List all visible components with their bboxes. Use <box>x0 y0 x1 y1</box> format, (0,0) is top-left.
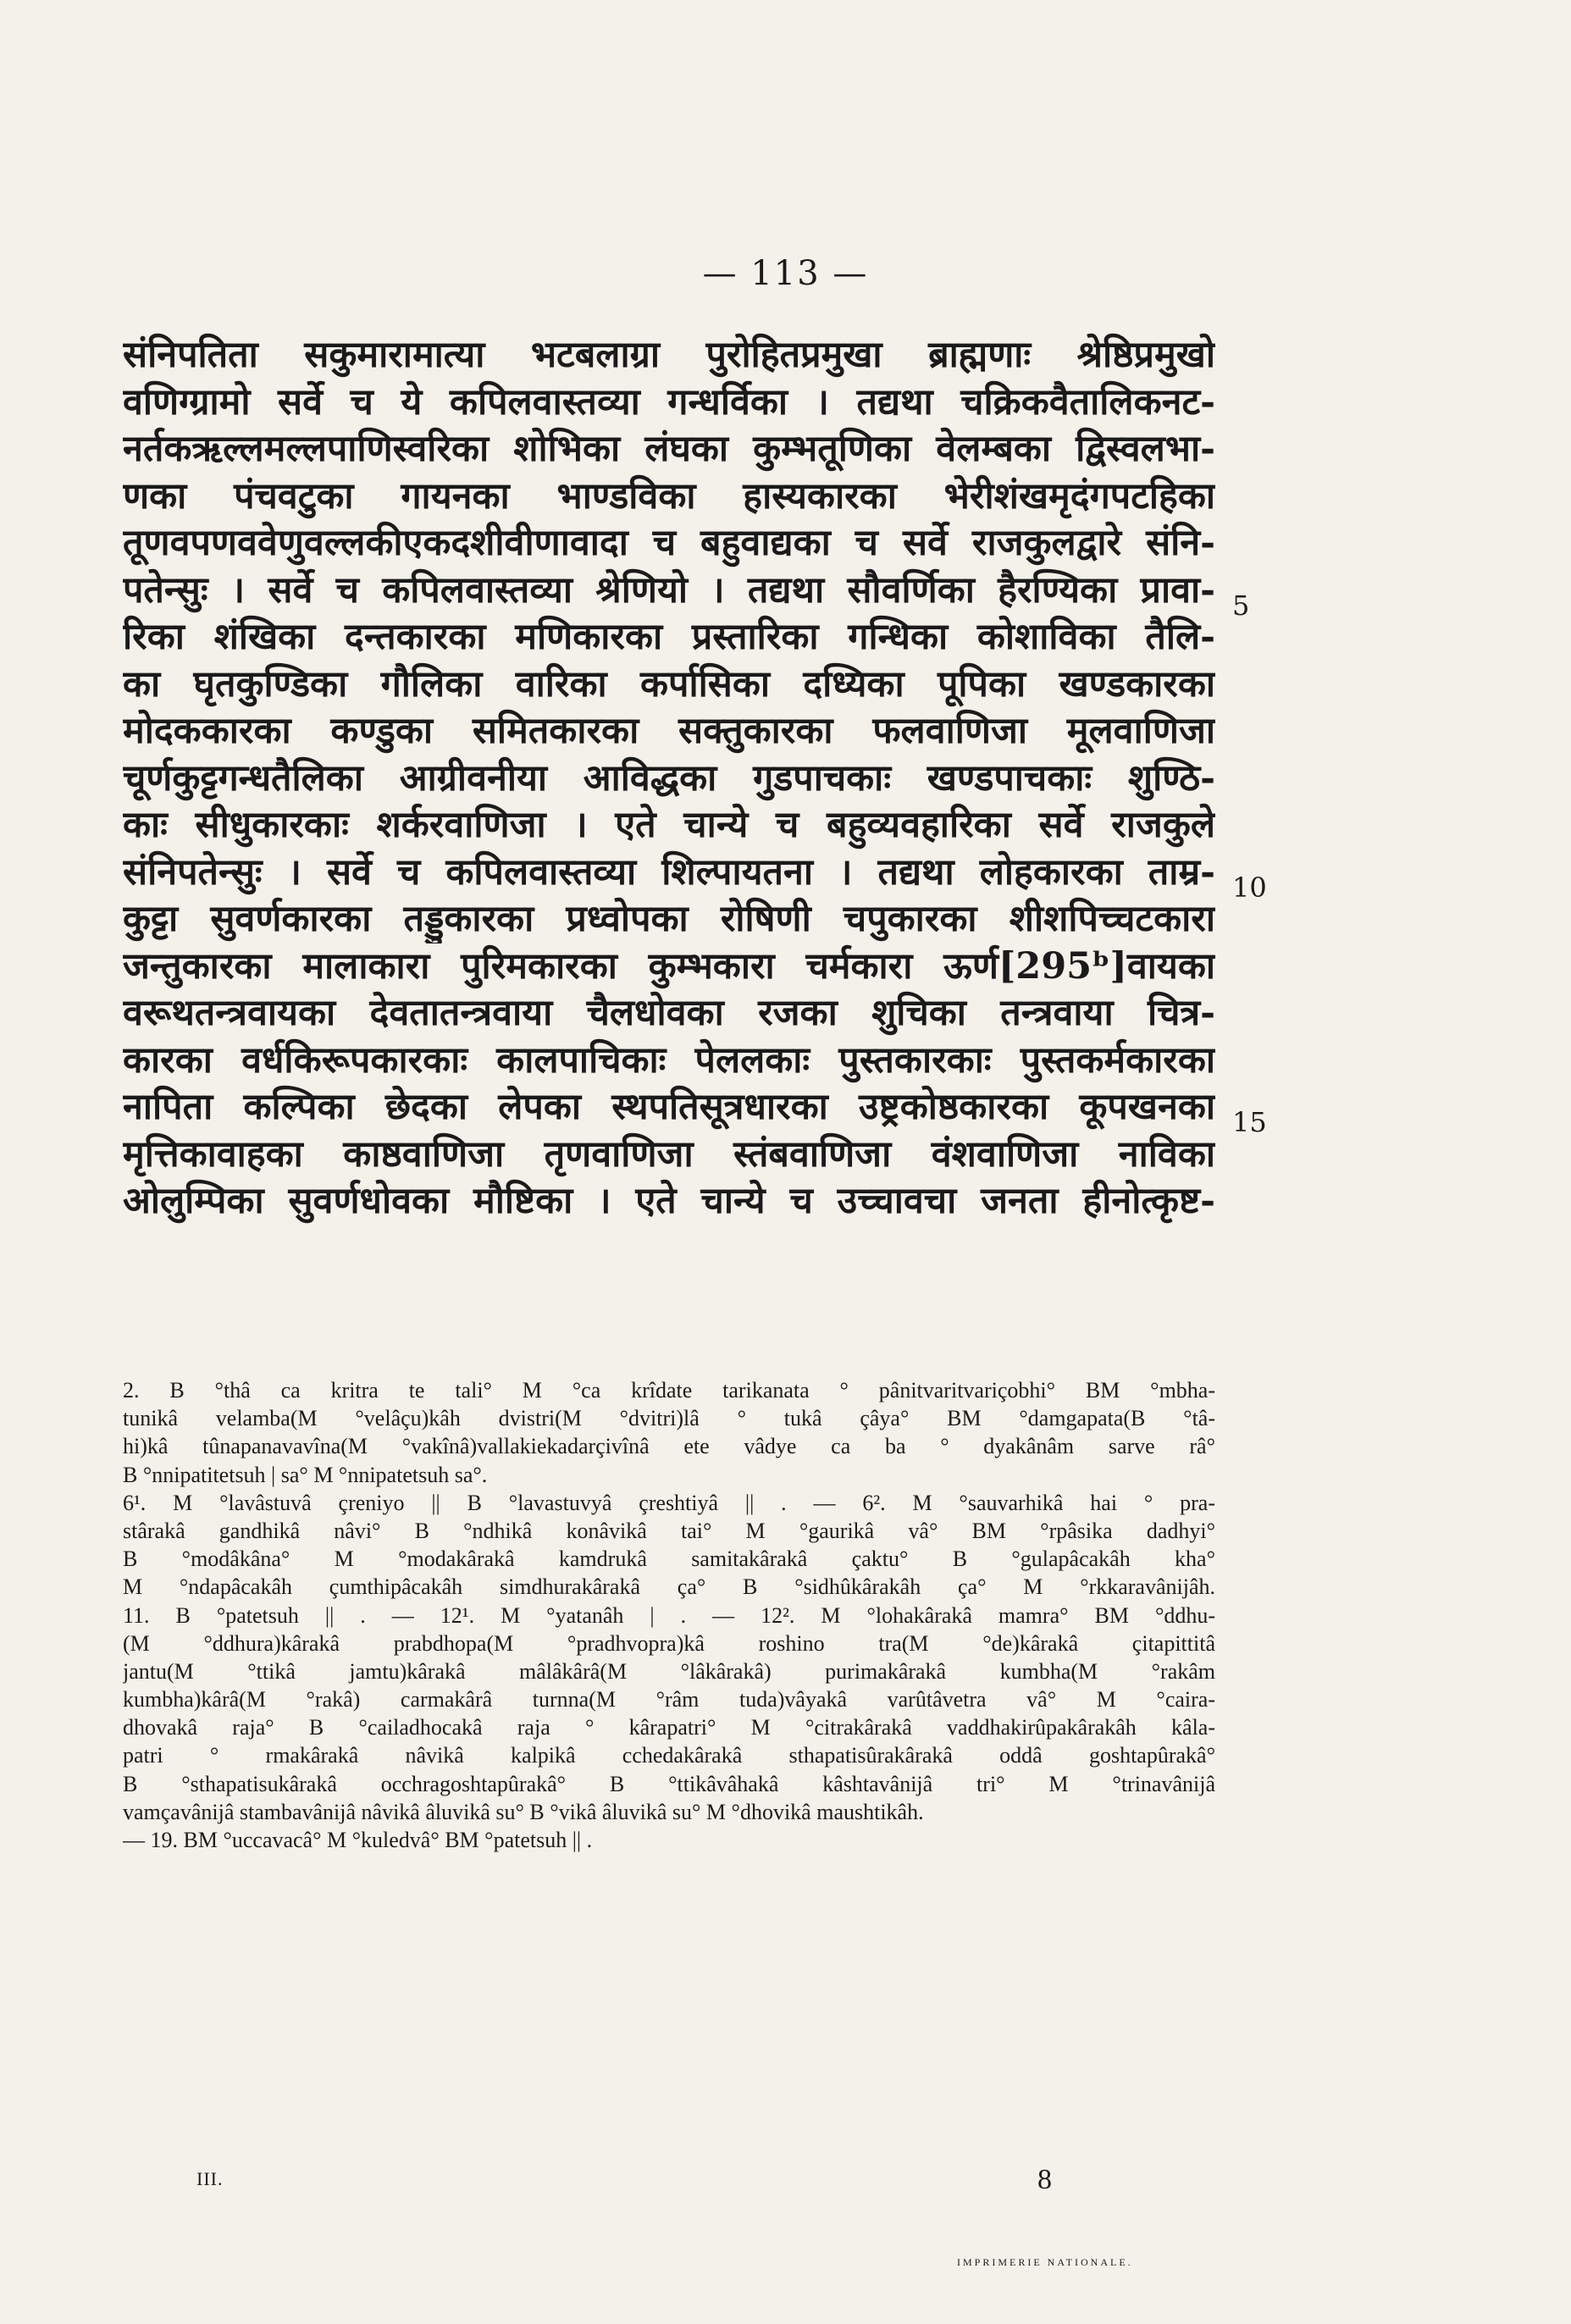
footnote-line: B °sthapatisukârakâ occhragoshtapûrakâ° B °ttikâvâhakâ kâshtavânijâ tri° M °trinavânijâ <box>123 1771 1215 1796</box>
main-text-line: नर्तकऋल्लमल्लपाणिस्वरिका शोभिका लंघका कुम्भतूणिका वेलम्बका द्विस्वलभा- <box>123 428 1215 470</box>
footnote-line: B °nnipatitetsuh | sa° M °nnipatetsuh sa°. <box>123 1462 488 1487</box>
main-text-line: तूणवपणववेणुवल्लकीएकदशीवीणावादा च बहुवाद्यका च सर्वे राजकुलद्वारे संनि- <box>123 522 1215 564</box>
footnote-line: jantu(M °ttikâ jamtu)kârakâ mâlâkârâ(M °lâkârakâ) purimakârakâ kumbha(M °rakâm <box>123 1658 1215 1684</box>
footnote-line: dhovakâ raja° B °cailadhocakâ raja ° kârapatri° M °citrakârakâ vaddhakirûpakârakâh kâla- <box>123 1715 1215 1740</box>
footnote-line: vamçavânijâ stambavânijâ nâvikâ âluvikâ su° B °vikâ âluvikâ su° M °dhovikâ maushtikâh. <box>123 1799 924 1824</box>
main-text-line: नापिता कल्पिका छेदका लेपका स्थपतिसूत्रधारका उष्ट्रकोष्ठकारका कूपखनका <box>123 1086 1215 1128</box>
main-text-line: पतेन्सुः । सर्वे च कपिलवास्तव्या श्रेणियो । तद्यथा सौवर्णिका हैरण्यिका प्रावा- <box>123 568 1215 611</box>
footnote-line: 2. B °thâ ca kritra te tali° M °ca krîdate tarikanata ° pânitvaritvariçobhi° BM °mbha- <box>123 1378 1215 1403</box>
page-number: — 113 — <box>702 254 869 293</box>
signature-mark: III. <box>196 2168 224 2189</box>
main-text-line: वणिग्ग्रामो सर्वे च ये कपिलवास्तव्या गन्धर्विका । तद्यथा चक्रिकवैतालिकनट- <box>123 380 1215 423</box>
footnote-line: kumbha)kârâ(M °rakâ) carmakârâ turnna(M °râm tuda)vâyakâ varûtâvetra vâ° M °caira- <box>123 1687 1215 1713</box>
main-text-line: संनिपतेन्सुः । सर्वे च कपिलवास्तव्या शिल्पायतना । तद्यथा लोहकारका ताम्र- <box>123 850 1215 894</box>
footnote-line: patri ° rmakârakâ nâvikâ kalpikâ cchedakârakâ sthapatisûrakârakâ oddâ goshtapûrakâ° <box>123 1743 1215 1768</box>
footnote-line: tunikâ velamba(M °velâçu)kâh dvistri(M °dvitri)lâ ° tukâ çâya° BM °damgapata(B °tâ- <box>123 1406 1215 1431</box>
main-text-line: संनिपतिता सकुमारामात्या भटबलाग्रा पुरोहितप्रमुखा ब्राह्मणाः श्रेष्ठिप्रमुखो <box>123 334 1215 376</box>
footnote-line: M °ndapâcakâh çumthipâcakâh simdhurakârakâ ça° B °sidhûkârakâh ça° M °rkkaravânijâh. <box>123 1574 1215 1600</box>
main-text-line: जन्तुकारका मालाकारा पुरिमकारका कुम्भकारा चर्मकारा ऊर्ण[295ᵇ]वायका <box>123 944 1215 988</box>
printer-imprint: IMPRIMERIE NATIONALE. <box>957 2256 1133 2268</box>
main-text-line: काः सीधुकारकाः शर्करवाणिजा । एते चान्ये च बहुव्यवहारिका सर्वे राजकुले <box>123 804 1215 846</box>
main-text-line: ओलुम्पिका सुवर्णधोवका मौष्टिका । एते चान्ये च उच्चावचा जनता हीनोत्कृष्ट- <box>123 1180 1215 1222</box>
main-text-line: का घृतकुण्डिका गौलिका वारिका कर्पासिका दध्यिका पूपिका खण्डकारका <box>123 662 1215 706</box>
footnote-line: 6¹. M °lavâstuvâ çreniyo || B °lavastuvyâ çreshtiyâ || . — 6². M °sauvarhikâ hai ° pra- <box>123 1490 1215 1515</box>
footnote-line: (M °ddhura)kârakâ prabdhopa(M °pradhvopra)kâ roshino tra(M °de)kârakâ çitapittitâ <box>123 1630 1215 1656</box>
footnotes-block <box>123 1376 1215 1854</box>
main-text-line: कुट्टा सुवर्णकारका तड्डुकारका प्रध्वोपका रोषिणी चपुकारका शीशपिच्चटकारा <box>123 898 1215 940</box>
line-number-15: 15 <box>1232 1106 1267 1138</box>
line-number-10: 10 <box>1232 872 1267 904</box>
footnote-line: stârakâ gandhikâ nâvi° B °ndhikâ konâvikâ tai° M °gaurikâ vâ° BM °rpâsika dadhyi° <box>123 1518 1215 1543</box>
main-text-line: मृत्तिकावाहका काष्ठवाणिजा तृणवाणिजा स्तंबवाणिजा वंशवाणिजा नाविका <box>123 1132 1215 1176</box>
footnote-line: 11. B °patetsuh || . — 12¹. M °yatanâh | . — 12². M °lohakârakâ mamra° BM °ddhu- <box>123 1602 1215 1628</box>
main-text-line: कारका वर्धकिरूपकारकाः कालपाचिकाः पेललकाः पुस्तकारकाः पुस्तकर्मकारका <box>123 1038 1215 1082</box>
sheet-number: 8 <box>1037 2164 1052 2195</box>
footnote-line: — 19. BM °uccavacâ° M °kuledvâ° BM °patetsuh || . <box>123 1828 593 1852</box>
line-number-5: 5 <box>1232 589 1250 622</box>
main-text-line: णका पंचवटुका गायनका भाण्डविका हास्यकारका भेरीशंखमृदंगपटहिका <box>123 474 1215 517</box>
main-text-line: रिका शंखिका दन्तकारका मणिकारका प्रस्तारिका गन्धिका कोशाविका तैलि- <box>123 616 1215 658</box>
main-text-line: चूर्णकुट्टगन्धतैलिका आग्रीवनीया आविद्धका गुडपाचकाः खण्डपाचकाः शुण्ठि- <box>123 756 1215 800</box>
footnote-line: B °modâkâna° M °modakârakâ kamdrukâ samitakârakâ çaktu° B °gulapâcakâh kha° <box>123 1547 1215 1572</box>
main-text-line: वरूथतन्त्रवायका देवतातन्त्रवाया चैलधोवका रजका शुचिका तन्त्रवाया चित्र- <box>123 992 1215 1034</box>
footnote-line: hi)kâ tûnapanavavîna(M °vakînâ)vallakiekadarçivînâ ete vâdye ca ba ° dyakânâm sarve râ° <box>123 1434 1215 1459</box>
main-text-block <box>123 332 1215 1226</box>
main-text-line: मोदककारका कण्डुका समितकारका सक्तुकारका फलवाणिजा मूलवाणिजा <box>123 710 1215 752</box>
